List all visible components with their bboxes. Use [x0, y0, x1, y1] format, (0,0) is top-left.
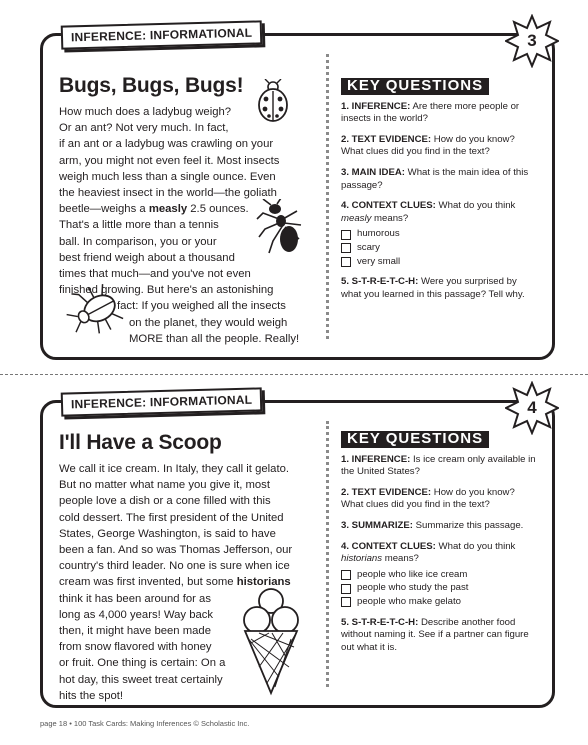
- passage-line: arm, you might not even feel it. Most insects: [59, 154, 280, 167]
- passage-line: hits the spot!: [59, 689, 124, 702]
- question-3: [341, 520, 539, 533]
- card-number: 4: [527, 398, 537, 417]
- question-text: Summarize this passage.: [412, 519, 524, 531]
- question-label: 1. INFERENCE:: [341, 453, 411, 465]
- passage-line: fact: If you weighed all the insects: [117, 300, 286, 313]
- task-card-3: [40, 25, 555, 360]
- question-5: [341, 617, 539, 655]
- choice-option[interactable]: [341, 582, 539, 595]
- question-2: [341, 134, 539, 159]
- passage-line: country's third leader. No one is sure when ice: [59, 560, 290, 573]
- passage-line: on the planet, they would weigh: [129, 316, 288, 329]
- passage-line: weigh much less than a single ounce. Even: [59, 170, 276, 183]
- passage-line: Or an ant? Not very much. In fact,: [59, 122, 229, 135]
- passage-line: States, George Washington, is said to have: [59, 527, 276, 540]
- question-1: [341, 454, 539, 479]
- checkbox[interactable]: [341, 570, 351, 580]
- choice-label: people who study the past: [357, 582, 469, 594]
- task-card-4: [40, 392, 555, 708]
- passage-line: That's a little more than a tennis: [59, 219, 219, 232]
- checkbox[interactable]: [341, 584, 351, 594]
- passage-title: I'll Have a Scoop: [59, 431, 222, 454]
- question-text: How do you know? What clues did you find in the text?: [341, 133, 515, 158]
- passage-line: think it has been around for as: [59, 592, 211, 605]
- checkbox[interactable]: [341, 243, 351, 253]
- question-text: Were you surprised by what you learned in this passage? Tell why.: [341, 276, 525, 300]
- passage-line: if an ant or a ladybug was crawling on your: [59, 138, 274, 151]
- passage-line: MORE than all the people. Really!: [129, 332, 300, 345]
- question-label: 4. CONTEXT CLUES:: [341, 200, 436, 212]
- passage-line: finished growing. But here's an astonishing: [59, 284, 274, 297]
- choice-option[interactable]: [341, 569, 539, 582]
- question-1: [341, 101, 539, 126]
- passage-line: or fruit. One thing is certain: On a: [59, 657, 226, 670]
- passage-fragment: 2.5 ounces.: [187, 203, 249, 216]
- ice-cream-cone-icon: [239, 587, 303, 697]
- vocab-word: historians: [341, 553, 383, 565]
- question-text: Describe another food without naming it. See if a partner can figure out what it is.: [341, 616, 529, 653]
- questions-column: [341, 78, 539, 309]
- column-divider: [326, 54, 329, 339]
- passage-line: cold dessert. The first president of the United: [59, 511, 284, 524]
- passage-line: been a fan. And so was Thomas Jefferson, our: [59, 544, 293, 557]
- passage-line: long as 4,000 years! Way back: [59, 608, 214, 621]
- card-number: 3: [527, 31, 537, 50]
- question-text: means?: [382, 553, 419, 565]
- key-questions-heading: KEY QUESTIONS: [341, 431, 489, 448]
- choice-label: scary: [357, 241, 380, 253]
- choice-label: very small: [357, 255, 401, 267]
- question-text: How do you know? What clues did you find in the text?: [341, 486, 515, 511]
- passage-title: Bugs, Bugs, Bugs!: [59, 74, 244, 97]
- choice-label: humorous: [357, 228, 400, 240]
- question-label: 2. TEXT EVIDENCE:: [341, 133, 432, 145]
- vocab-word: measly: [341, 212, 372, 224]
- column-divider: [326, 421, 329, 687]
- passage-line: We call it ice cream. In Italy, they call it gelato.: [59, 463, 290, 475]
- passage-line: then, it might have been made: [59, 625, 211, 638]
- ant-icon: [255, 199, 305, 257]
- question-label: 5. S-T-R-E-T-C-H:: [341, 616, 419, 628]
- cut-line: [0, 374, 588, 375]
- passage-line: times that much—and you've not even: [59, 268, 251, 281]
- question-text: What do you think: [435, 200, 516, 212]
- card-tag: INFERENCE: INFORMATIONAL: [61, 387, 263, 416]
- choice-option[interactable]: [341, 228, 539, 241]
- questions-column: [341, 431, 539, 662]
- vocab-word: measly: [148, 203, 188, 216]
- question-label: 4. CONTEXT CLUES:: [341, 540, 436, 552]
- question-text: Is ice cream only available in the United States?: [341, 453, 536, 478]
- question-label: 2. TEXT EVIDENCE:: [341, 486, 432, 498]
- question-2: [341, 487, 539, 512]
- question-text: What is the main idea of this passage?: [341, 166, 529, 191]
- passage-line: ball. In comparison, you or your: [59, 235, 217, 248]
- choice-label: people who like ice cream: [357, 568, 468, 580]
- question-5: [341, 276, 539, 301]
- passage-fragment: cream was first invented, but some: [59, 576, 237, 589]
- question-label: 1. INFERENCE:: [341, 100, 411, 112]
- choice-option[interactable]: [341, 242, 539, 255]
- passage-line: people love a dish or a cone filled with this: [59, 495, 271, 508]
- question-text: What do you think: [435, 540, 516, 552]
- passage-line: the heaviest insect in the world—the goliath: [59, 187, 277, 200]
- passage-fragment: beetle—weighs a: [59, 203, 149, 216]
- beetle-icon: [63, 280, 129, 336]
- question-text: means?: [371, 212, 409, 224]
- passage-line: But no matter what name you give it, most: [59, 479, 270, 492]
- question-label: 5. S-T-R-E-T-C-H:: [341, 276, 419, 288]
- passage-line: hot day, this sweet treat certainly: [59, 673, 223, 686]
- page-footer: page 18 • 100 Task Cards: Making Inferences © Scholastic Inc.: [40, 719, 250, 728]
- question-3: [341, 167, 539, 192]
- checkbox[interactable]: [341, 230, 351, 240]
- passage-line: best friend weigh about a thousand: [59, 251, 235, 264]
- question-label: 3. SUMMARIZE:: [341, 519, 413, 531]
- checkbox[interactable]: [341, 257, 351, 267]
- question-4: [341, 541, 539, 609]
- ladybug-icon: [255, 79, 291, 123]
- choice-option[interactable]: [341, 256, 539, 269]
- key-questions-heading: KEY QUESTIONS: [341, 78, 489, 95]
- choice-option[interactable]: [341, 596, 539, 609]
- vocab-word: historians: [236, 576, 291, 589]
- question-label: 3. MAIN IDEA:: [341, 166, 405, 178]
- question-text: Are there more people or insects in the world?: [341, 100, 520, 125]
- checkbox[interactable]: [341, 597, 351, 607]
- question-4: [341, 200, 539, 268]
- choice-label: people who make gelato: [357, 595, 462, 607]
- passage-line: from snow flavored with honey: [59, 641, 212, 654]
- card-tag: INFERENCE: INFORMATIONAL: [61, 20, 263, 49]
- passage-line: How much does a ladybug weigh?: [59, 106, 232, 118]
